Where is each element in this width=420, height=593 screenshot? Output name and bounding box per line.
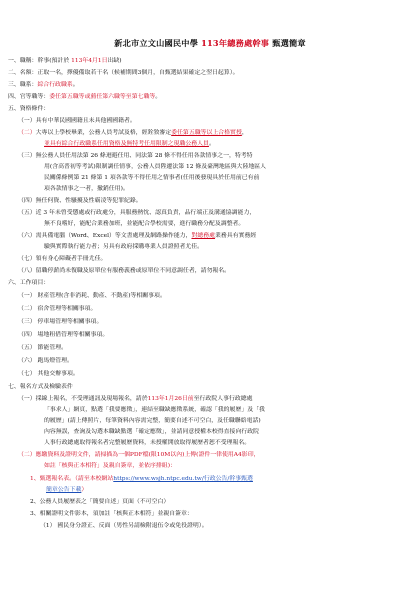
doc-line-l34 <box>18 452 259 459</box>
text-run: （1） 國民身分證正、反面（男性另請檢附退伍令或免役證明）。 <box>40 523 208 529</box>
text-run: （七） 其他交辦事項。 <box>18 371 79 377</box>
doc-line-l03 <box>8 82 79 89</box>
doc-line-l14 <box>18 210 255 217</box>
doc-line-l39 <box>30 511 193 518</box>
text-run: （一） 財產管理(含非消耗、動產、不動產)等相關事項。 <box>18 293 166 299</box>
doc-line-l31 <box>44 418 261 425</box>
text-run: 2、公務人員履歷表之「簡要自述」頁面（不可空白） <box>30 499 170 505</box>
text-run: 。 <box>72 82 79 88</box>
doc-line-l07 <box>18 130 248 137</box>
doc-line-l26 <box>18 358 73 365</box>
text-run: 113年1月26日前 <box>147 396 194 402</box>
text-run: （一）具有中華民國國籍且未具他國國籍者。 <box>18 118 136 124</box>
text-run: 委任第五職等或薦任第六職等至第七職等 <box>49 94 156 100</box>
text-run: （二） 宿舍管理等相關事項。 <box>18 306 97 312</box>
text-run: （六） 跑馬燈管理。 <box>18 358 73 364</box>
text-run: 七、報名方式及檢驗表件 <box>8 384 73 390</box>
doc-line-l24 <box>18 332 108 339</box>
title-suffix: 甄選簡章 <box>269 38 306 48</box>
doc-line-l38 <box>30 499 169 506</box>
text-run: 三、職系： <box>8 82 38 88</box>
doc-line-l36 <box>30 476 253 483</box>
doc-line-l11 <box>44 175 259 182</box>
text-run: 如註「核與正本相符」及親自簽章，並依序排組)： <box>44 463 176 469</box>
text-run: 的履歷」(請上傳照片，每筆資料內容需完整，簡要自述不可空白，及任職聯絡電話) <box>44 418 261 424</box>
doc-line-l08 <box>44 141 215 148</box>
doc-line-l02 <box>8 70 239 77</box>
doc-line-l22 <box>18 306 96 313</box>
doc-line-l25 <box>18 345 67 352</box>
text-run: 113年4月1日 <box>71 58 108 64</box>
text-run: 至行政院人事行政總處 <box>193 396 253 402</box>
text-run: 內容無誤，查詢及勾選本職缺點選「確定應徵」，並請同意授權本校得直接向行政院 <box>44 429 260 435</box>
text-run[interactable]: https://www.wsjh.ntpc.edu.tw/行政公告/幹事甄選 <box>113 476 253 482</box>
doc-line-l30 <box>44 407 265 414</box>
text-run: 六、工作項目： <box>8 280 50 286</box>
text-run: 出缺) <box>107 58 122 64</box>
text-run: （二） <box>18 130 36 136</box>
doc-line-l12 <box>44 186 129 193</box>
doc-line-l17 <box>44 244 203 251</box>
title-school: 新北市立文山國民中學 <box>114 38 202 48</box>
doc-line-l09 <box>18 153 253 160</box>
text-run[interactable]: 簡章公告下載 <box>46 487 82 493</box>
text-run: 五、資格條件： <box>8 106 50 112</box>
text-run: 委任第五職等以上合格實授 <box>171 130 242 136</box>
doc-line-l32 <box>44 429 259 436</box>
text-run: 大專以上學校畢業，公務人員考試及格，經銓敘審定 <box>35 130 172 136</box>
text-run: 驗與實際執行能力者；另具有政府採購專業人員證照者尤佳。 <box>44 244 204 250</box>
text-run: （八）留職停薪尚未復職及原單位有服務義務或原單位不同意調任者，請勿報名。 <box>18 268 231 274</box>
doc-line-l20 <box>8 280 49 287</box>
text-run: 甄選報名表。（請至本校網站 <box>39 476 114 482</box>
doc-line-l15 <box>44 221 244 228</box>
text-run: 民關係條例第 21 條第 1 項各款等不得任用之情事者(任用後發現具於任用前已有前 <box>44 175 260 181</box>
text-run: ， <box>241 130 248 136</box>
doc-line-l04 <box>8 94 161 101</box>
doc-line-l23 <box>18 319 102 326</box>
text-run: （六）需具備電腦（Word、Excel）等文書處理及網路操作能力， <box>18 233 192 239</box>
text-run: （一）採線上報名，不受理通訊及現場報名，請於 <box>18 396 148 402</box>
text-run: 用(含高普初等考試)限制調任情事，公務人員陞遷法第 12 條及臺灣地區與大陸地區人 <box>44 164 267 170</box>
text-run: （三）無公務人員任用法第 26 條迴避任用、同法第 28 條不得任用各款情事之一，特考特 <box>18 153 253 159</box>
text-run: 業務具有實務經 <box>215 233 257 239</box>
text-run: （四）無任何資、性騷擾及性霸凌等犯罪紀錄。 <box>18 198 142 204</box>
text-run: （三） 停車場管理等相關事項。 <box>18 319 103 325</box>
text-run: 對總務處 <box>191 233 216 239</box>
text-run: （二） <box>18 452 36 458</box>
text-run: 人事行政總處取得報名者完整履歷資料，未授權開放取得履歷者恕不受理報名。 <box>44 440 251 446</box>
doc-line-l13 <box>18 198 142 205</box>
doc-line-l33 <box>44 440 250 447</box>
text-run: （四） 場地租借管理等相關事項。 <box>18 332 109 338</box>
doc-line-l16 <box>18 233 256 240</box>
text-run: 無不良嗜好，能配合業務加班，並能配合學校需要，進行職務分配及調整者。 <box>44 221 245 227</box>
text-run: 應繳資料及證明文件，請掃描為一個PDF檔(限10M以內)上傳(證件一律使用A4影印， <box>35 452 260 458</box>
text-run: （七）領有身心障礙者手冊尤佳。 <box>18 256 107 262</box>
text-run: 二、名額：正取一名，擇優備取若干名（候補期間3個月，自甄選結果確定之翌日起算）。 <box>8 70 239 76</box>
text-run: 項各款情事之一者，撤銷任用)。 <box>44 186 129 192</box>
text-run: 1、 <box>30 476 40 482</box>
text-run: 「事求人」網頁，點選「我要應徵」，連結至職缺應徵系統，確認「我的履歷」及「我 <box>44 407 265 413</box>
doc-line-l35 <box>44 463 176 470</box>
doc-line-l28 <box>8 384 73 391</box>
text-run: 。 <box>155 94 162 100</box>
page-title <box>0 38 420 49</box>
text-run: 。 <box>208 141 215 147</box>
doc-line-l19 <box>18 268 230 275</box>
doc-line-l10 <box>44 164 266 171</box>
doc-line-l27 <box>18 371 79 378</box>
doc-line-l21 <box>18 293 166 300</box>
text-run: 3、相關證明文件影本，須加註「核與正本相符」並親自簽章： <box>30 511 193 517</box>
doc-line-l01 <box>8 58 122 65</box>
text-run: 綜合行政職系 <box>37 82 73 88</box>
text-run: 四、官等職等： <box>8 94 50 100</box>
title-year-position: 113年總務處幹事 <box>201 38 270 48</box>
text-run: ） <box>81 487 88 493</box>
doc-line-l40 <box>40 523 208 530</box>
text-run: （五） 節能管理。 <box>18 345 67 351</box>
text-run: 並具有綜合行政職系任用資格及無特考任用限制之現職公務人員 <box>44 141 209 147</box>
doc-line-l18 <box>18 256 106 263</box>
doc-line-l29 <box>18 396 253 403</box>
doc-line-l06 <box>18 118 136 125</box>
text-run: （五）近 3 年未曾受懲處或行政處分，具服務熱忱、認真負責，品行端正及溝通協調能力， <box>18 210 256 216</box>
text-run: 一、職稱：幹事(預計於 <box>8 58 72 64</box>
doc-line-l37 <box>46 487 87 494</box>
doc-line-l05 <box>8 106 49 113</box>
